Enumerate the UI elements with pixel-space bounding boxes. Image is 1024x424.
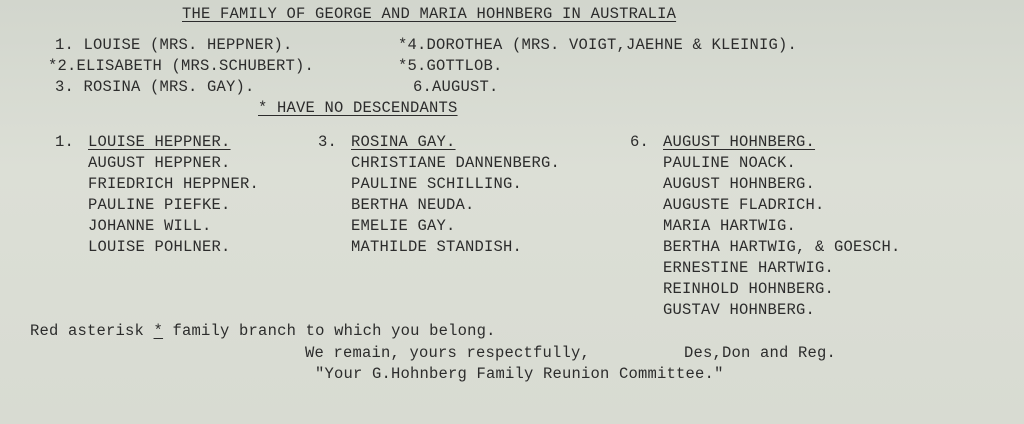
closing-signers: Des,Don and Reg. xyxy=(684,344,837,362)
red-asterisk-note xyxy=(30,322,496,340)
child-entry-2: *2.ELISABETH (MRS.SCHUBERT). xyxy=(48,57,315,75)
branch-6-member: ERNESTINE HARTWIG. xyxy=(663,259,835,277)
note-text-start: Red asterisk xyxy=(30,322,154,340)
child-entry-4: *4.DOROTHEA (MRS. VOIGT,JAEHNE & KLEINIG). xyxy=(398,36,798,54)
branch-6-member: AUGUST HOHNBERG. xyxy=(663,175,816,193)
note-text-end: family branch to which you belong. xyxy=(163,322,496,340)
branch-1-number: 1. xyxy=(55,133,75,151)
branch-1-member: JOHANNE WILL. xyxy=(88,217,212,235)
child-entry-1: 1. LOUISE (MRS. HEPPNER). xyxy=(55,36,293,54)
branch-3-member: CHRISTIANE DANNENBERG. xyxy=(351,154,561,172)
branch-3-number: 3. xyxy=(318,133,338,151)
note-asterisk: * xyxy=(153,322,164,340)
child-entry-3: 3. ROSINA (MRS. GAY). xyxy=(55,78,255,96)
branch-6-member: AUGUSTE FLADRICH. xyxy=(663,196,825,214)
branch-6-member: PAULINE NOACK. xyxy=(663,154,797,172)
child-entry-6: 6.AUGUST. xyxy=(413,78,499,96)
branch-3-member: BERTHA NEUDA. xyxy=(351,196,475,214)
branch-1-member: FRIEDRICH HEPPNER. xyxy=(88,175,260,193)
branch-1-member: AUGUST HEPPNER. xyxy=(88,154,231,172)
branch-3-member: EMELIE GAY. xyxy=(351,217,456,235)
branch-6-member: MARIA HARTWIG. xyxy=(663,217,797,235)
branch-6-member: REINHOLD HOHNBERG. xyxy=(663,280,835,298)
branch-1-member: LOUISE POHLNER. xyxy=(88,238,231,256)
branch-6-member: GUSTAV HOHNBERG. xyxy=(663,301,816,319)
closing-remain: We remain, yours respectfully, xyxy=(305,344,591,362)
branch-3-member: MATHILDE STANDISH. xyxy=(351,238,523,256)
branch-3-head: ROSINA GAY. xyxy=(351,133,456,151)
document-title: THE FAMILY OF GEORGE AND MARIA HOHNBERG IN AUSTRALIA xyxy=(182,5,677,23)
branch-6-head: AUGUST HOHNBERG. xyxy=(663,133,816,151)
branch-6-member: BERTHA HARTWIG, & GOESCH. xyxy=(663,238,901,256)
committee-signature: "Your G.Hohnberg Family Reunion Committee." xyxy=(315,365,724,383)
branch-1-head: LOUISE HEPPNER. xyxy=(88,133,231,151)
branch-1-member: PAULINE PIEFKE. xyxy=(88,196,231,214)
child-entry-5: *5.GOTTLOB. xyxy=(398,57,503,75)
no-descendants-footnote: * HAVE NO DESCENDANTS xyxy=(258,99,458,117)
branch-3-member: PAULINE SCHILLING. xyxy=(351,175,523,193)
branch-6-number: 6. xyxy=(630,133,650,151)
